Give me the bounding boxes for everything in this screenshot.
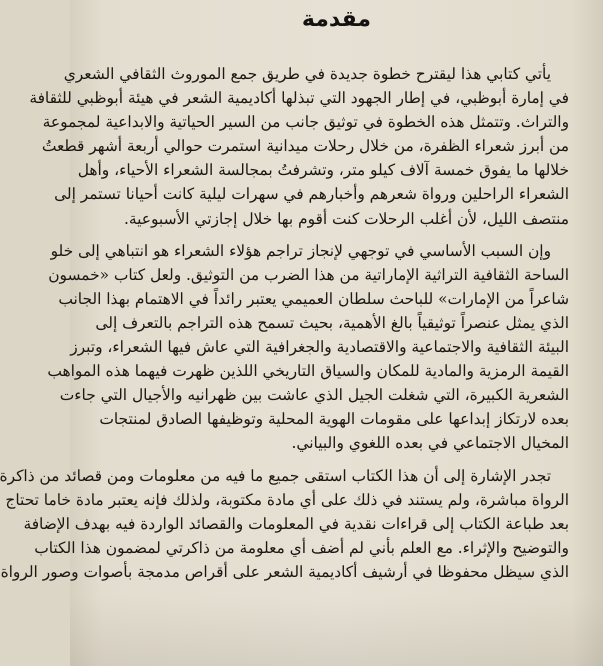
text-line: والتوضيح والإثراء. مع العلم بأني لم أضف أي معلومة من ذاكرتي لمضمون هذا الكتاب bbox=[34, 538, 569, 557]
paragraph-3 bbox=[0, 464, 569, 584]
text-line: البيئة الثقافية والاجتماعية والاقتصادية والجغرافية التي عاش فيها الشعراء، وتبرز bbox=[70, 338, 569, 357]
text-line: المخيال الاجتماعي في بعده اللغوي والبياني. bbox=[291, 434, 569, 453]
text-line: تجدر الإشارة إلى أن هذا الكتاب استقى جميع ما فيه من معلومات ومن قصائد من ذاكرة bbox=[0, 466, 551, 485]
text-line: خلالها ما يفوق خمسة آلاف كيلو متر، وتشرفتُ بمجالسة الشعراء الأحياء، وأهل bbox=[77, 161, 569, 180]
text-line: الشعراء الراحلين ورواة شعرهم وأخبارهم في سهرات ليلية كانت أحيانا تستمر إلى bbox=[54, 185, 569, 204]
text-line: الشعرية الكبيرة، التي شغلت الجيل الذي عاشت بين ظهرانيه والأجيال التي جاءت bbox=[59, 386, 569, 405]
paragraph-gap bbox=[102, 231, 569, 239]
page-title: مقدمة bbox=[301, 7, 372, 32]
text-line: القيمة الرمزية والمادية للمكان والسياق التاريخي اللذين ظهرت فيهما هذه المواهب bbox=[47, 362, 569, 381]
text-line: الساحة الثقافية التراثية الإماراتية من هذا الضرب من التوثيق. ولعل كتاب «خمسون bbox=[48, 265, 569, 284]
text-line: في إمارة أبوظبي، في إطار الجهود التي تبذلها أكاديمية الشعر في هيئة أبوظبي للثقافة bbox=[29, 89, 569, 108]
page-shadow bbox=[70, 596, 603, 666]
paragraph-1 bbox=[29, 62, 569, 231]
text-line: الرواة مباشرة، ولم يستند في ذلك على أي مادة مكتوبة، ولذلك فإنه يعتبر مادة خاما تحتاج bbox=[5, 490, 569, 509]
text-line: منتصف الليل، لأن أغلب الرحلات كنت أقوم بها خلال إجازتي الأسبوعية. bbox=[124, 209, 569, 228]
paragraph-gap bbox=[102, 456, 569, 464]
text-line: يأتي كتابي هذا ليقترح خطوة جديدة في طريق جمع الموروث الثقافي الشعري bbox=[63, 65, 551, 83]
page-body bbox=[0, 62, 569, 584]
text-line: الذي سيظل محفوظا في أرشيف أكاديمية الشعر على أقراص مدمجة بأصوات وصور الرواة bbox=[0, 562, 569, 581]
paragraph-2 bbox=[47, 239, 569, 456]
text-line: بعده لارتكاز إبداعها على مقومات الهوية المحلية وتوظيفها الصادق لمنتجات bbox=[99, 410, 569, 429]
text-line: من أبرز شعراء الظفرة، من خلال رحلات ميدانية استمرت حوالي أربعة أشهر قطعتُ bbox=[41, 137, 569, 156]
text-line: وإن السبب الأساسي في توجهي لإنجاز تراجم هؤلاء الشعراء هو انتباهي إلى خلو bbox=[50, 241, 551, 260]
text-line: بعد طباعة الكتاب إلى قراءات نقدية في المعلومات والقصائد الواردة فيه بهدف الإضافة bbox=[23, 514, 569, 533]
text-line: الذي يمثل عنصراً توثيقياً بالغ الأهمية، بحيث تسمح هذه التراجم بالتعرف إلى bbox=[95, 313, 569, 332]
text-line: شاعراً من الإمارات» للباحث سلطان العميمي يعتبر رائداً في الاهتمام بهذا الجانب bbox=[58, 289, 569, 308]
text-line: والتراث. وتتمثل هذه الخطوة في توثيق جانب من السير الحياتية والابداعية لمجموعة bbox=[42, 113, 569, 132]
